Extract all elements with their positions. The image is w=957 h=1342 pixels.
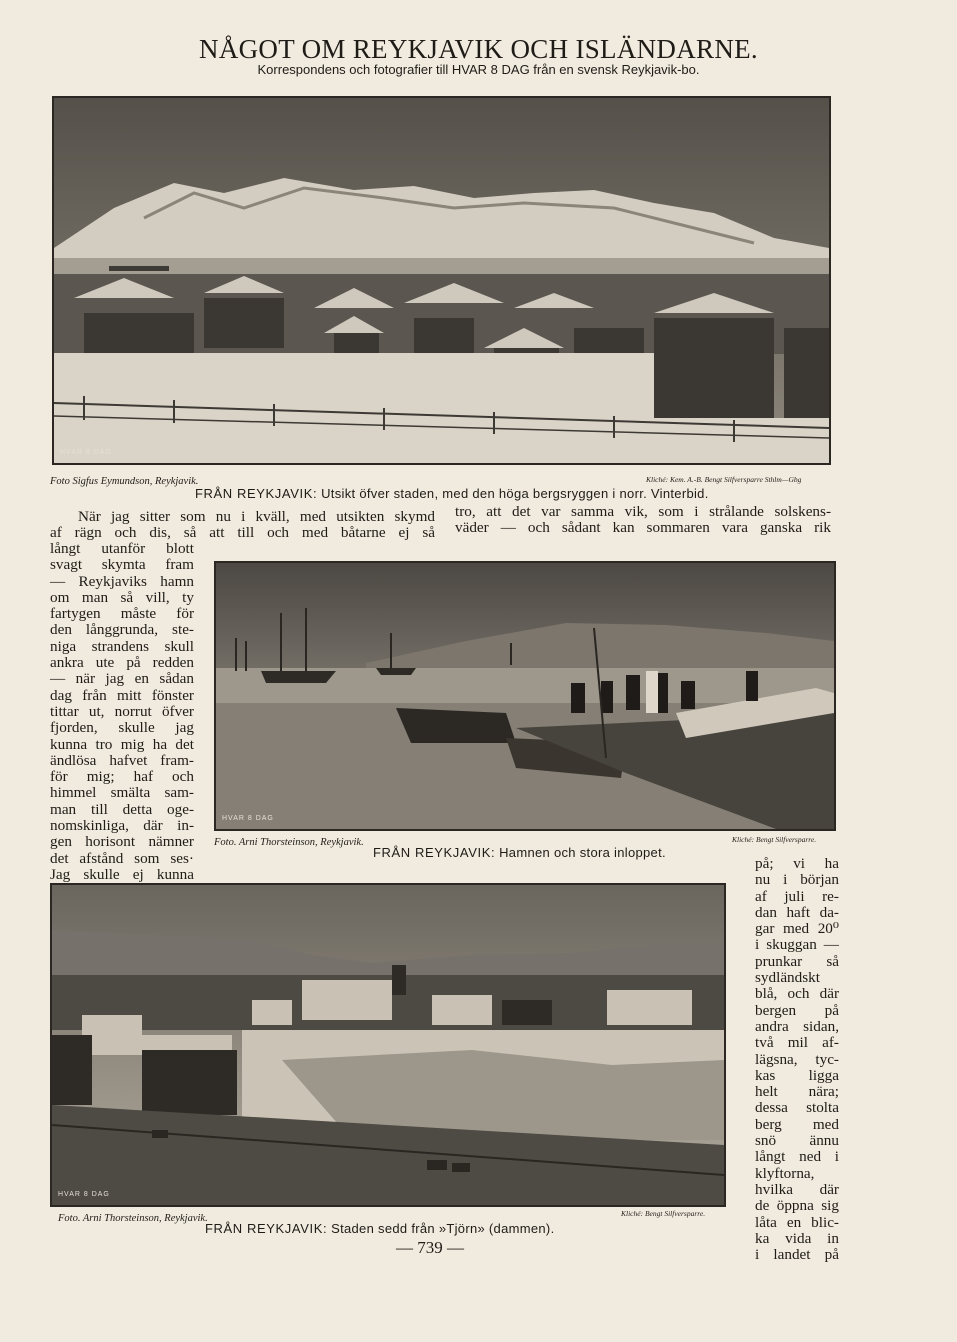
text-line: tittar ut, norrut öfver	[50, 702, 194, 720]
body-text-right-opening	[455, 504, 831, 537]
text-line: väder — och sådant kan sommaren vara ganska rik	[455, 519, 831, 537]
text-line: prunkar så	[755, 952, 839, 970]
text-line: af juli re-	[755, 887, 839, 905]
text-line: blå, och där	[755, 985, 839, 1003]
cliche-credit: Kliché: Bengt Silfversparre.	[732, 835, 817, 844]
photo-credit: Foto Sigfus Eymundson, Reykjavik.	[50, 476, 199, 487]
text-line: himmel smälta sam-	[50, 784, 194, 802]
photo-credit: Foto. Arni Thorsteinson, Reykjavik.	[214, 837, 364, 848]
text-line: i landet på	[755, 1246, 839, 1264]
text-line: nomskinliga, där in-	[50, 817, 194, 835]
text-line: fartygen måste för	[50, 605, 194, 623]
text-line: långt utanför blott	[50, 540, 194, 557]
cliche-credit: Kliché: Kem. A.-B. Bengt Silfversparre Sthlm—Gbg	[646, 475, 802, 484]
body-text-left-column	[50, 541, 194, 883]
photo-caption	[373, 845, 666, 860]
text-line: ändlösa hafvet fram-	[50, 751, 194, 769]
text-line: andra sidan,	[755, 1017, 839, 1035]
caption-text: Hamnen och stora inloppet.	[499, 845, 666, 860]
text-line: de öppna sig	[755, 1197, 839, 1215]
page-number: — 739 —	[396, 1238, 464, 1257]
text-line: När jag sitter som nu i kväll, med utsikten skymd	[78, 508, 435, 525]
text-line: fjorden, skulle jag	[50, 719, 194, 737]
text-line: låta en blic-	[755, 1213, 839, 1231]
text-line: helt nära;	[755, 1083, 839, 1101]
photo-caption	[205, 1221, 554, 1236]
text-line: — när jag en sådan	[50, 670, 194, 688]
caption-text: Staden sedd från »Tjörn» (dammen).	[331, 1221, 555, 1236]
text-line: man till detta oge-	[50, 800, 194, 818]
text-line: tro, att det var samma vik, som i strålande solskens-	[455, 503, 831, 520]
photo-reykjavik-winter-view	[52, 96, 831, 465]
caption-heading: FRÅN REYKJAVIK:	[195, 486, 318, 501]
caption-text: Utsikt öfver staden, med den höga bergsryggen i norr. Vinterbid.	[321, 486, 709, 501]
text-line: — Reykjaviks hamn	[50, 572, 194, 590]
photo-watermark: HVAR 8 DAG	[222, 815, 274, 822]
text-line: svagt skymta fram	[50, 556, 194, 574]
text-line: sydländskt	[755, 969, 820, 987]
text-line: hvilka där	[755, 1180, 839, 1198]
text-line: bergen på	[755, 1001, 839, 1019]
text-line: niga strandens skull	[50, 637, 194, 655]
text-line: ankra ute på redden	[50, 654, 194, 672]
article-subtitle: Korrespondens och fotografier till HVAR 8 DAG från en svensk Reykjavik-bo.	[257, 62, 700, 77]
caption-heading: FRÅN REYKJAVIK:	[373, 845, 496, 860]
body-text-right-column	[755, 856, 839, 1263]
text-line: dessa stolta	[755, 1099, 839, 1117]
text-line: kunna tro mig ha det	[50, 735, 194, 753]
text-line: af rägn och dis, så att till och med båtarne ej så	[50, 524, 435, 542]
text-line: nu i början	[755, 871, 839, 889]
article-title: NÅGOT OM REYKJAVIK OCH ISLÄNDARNE.	[199, 34, 758, 64]
text-line: för mig; haf och	[50, 768, 194, 786]
photo-city-from-tjorn	[50, 883, 726, 1207]
text-line: gen horisont nämner	[50, 833, 194, 851]
text-line: Jag skulle ej kunna	[50, 865, 194, 883]
text-line: dan haft da-	[755, 903, 839, 921]
text-line: det afstånd som ses·	[50, 849, 194, 867]
text-line: dag från mitt fönster	[50, 686, 194, 704]
text-line: snö ännu	[755, 1132, 839, 1150]
caption-heading: FRÅN REYKJAVIK:	[205, 1221, 328, 1236]
text-line: i skuggan —	[755, 936, 839, 954]
text-line: två mil af-	[755, 1034, 839, 1052]
text-line: berg med	[755, 1115, 839, 1133]
photo-watermark: HVAR 8 DAG	[58, 1191, 110, 1198]
photo-watermark: HVAR 8 DAG	[60, 449, 112, 456]
text-line: klyftorna,	[755, 1164, 815, 1182]
text-line: ka vida in	[755, 1229, 839, 1247]
photo-harbour	[214, 561, 836, 831]
photo-credit: Foto. Arni Thorsteinson, Reykjavik.	[58, 1213, 208, 1224]
text-line: den långgrunda, ste-	[50, 621, 194, 639]
text-line: på; vi ha	[755, 855, 839, 872]
text-line: om man så vill, ty	[50, 588, 194, 606]
text-line: gar med 20⁰	[755, 920, 839, 938]
photo-caption	[195, 486, 709, 501]
text-line: lägsna, tyc-	[755, 1050, 839, 1068]
text-line: långt ned i	[755, 1148, 839, 1166]
cliche-credit: Kliché: Bengt Silfversparre.	[621, 1209, 706, 1218]
body-text-opening	[50, 509, 435, 542]
text-line: kas ligga	[755, 1066, 839, 1084]
